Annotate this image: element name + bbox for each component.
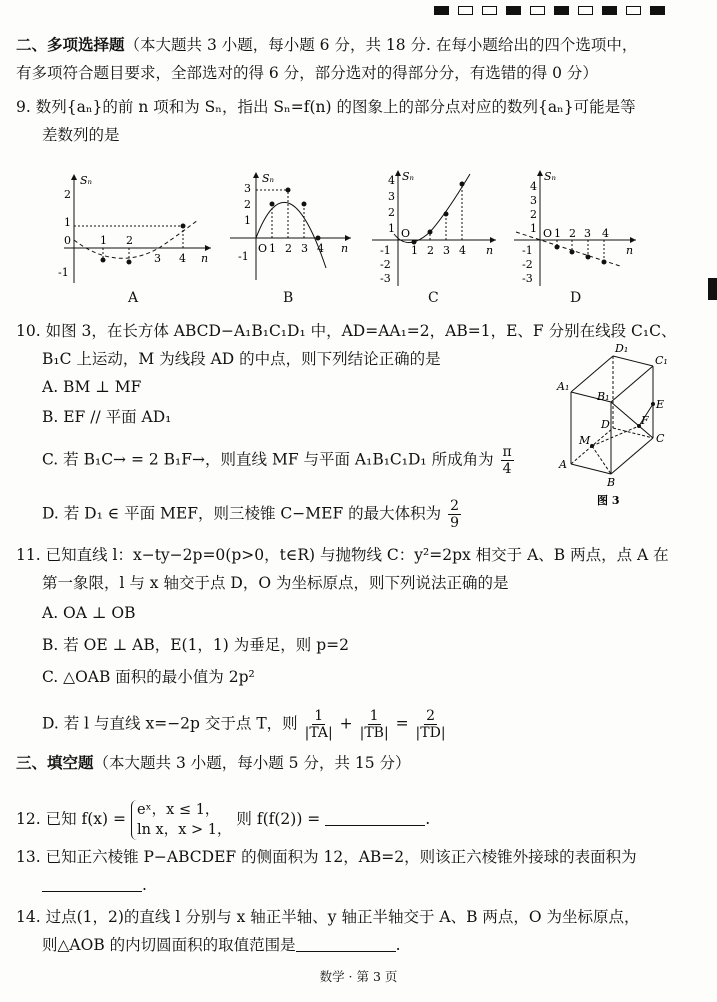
data-point <box>412 240 417 245</box>
x-axis-label: n <box>626 244 634 257</box>
q12 <box>16 800 430 840</box>
tick-label: 1 <box>554 227 561 240</box>
tick-label: 2 <box>388 206 395 219</box>
section2-header <box>16 34 637 56</box>
data-point <box>286 188 291 193</box>
section3-intro: （本大题共 3 小题，每小题 5 分，共 15 分） <box>93 754 411 772</box>
numerator: π <box>502 444 512 460</box>
tick-label: 1 <box>244 214 251 227</box>
data-point <box>555 245 560 250</box>
tick-label: 2 <box>427 244 434 257</box>
alignment-mark <box>626 6 641 15</box>
data-point <box>302 202 307 207</box>
data-point <box>460 182 465 187</box>
section2-title: 二、多项选择题 <box>16 35 125 54</box>
tick-label: 4 <box>317 242 324 255</box>
q14-stem-cont <box>42 934 401 956</box>
vertex-label: D₁ <box>615 342 629 355</box>
vertex-label: A <box>559 458 567 471</box>
data-point <box>270 202 275 207</box>
tick-label: 0 <box>64 234 71 247</box>
piecewise-case: ln x，x > 1， <box>136 822 232 838</box>
x-axis-label: n <box>341 242 349 255</box>
data-point <box>101 258 106 263</box>
tick-label: 1 <box>530 222 537 235</box>
q9-stem: 9. 数列{aₙ}的前 n 项和为 Sₙ，指出 Sₙ=f(n) 的图象上的部分点对应的数列{aₙ}可能是等 <box>16 98 636 116</box>
section2-intro: （本大题共 3 小题，每小题 6 分，共 18 分. 在每小题给出的四个选项中， <box>124 36 638 54</box>
tick-label: -3 <box>380 272 391 285</box>
vertex-label: C₁ <box>655 354 668 367</box>
graph-a-label: A <box>128 290 139 306</box>
tick-label: -3 <box>522 272 533 285</box>
x-axis-label: n <box>486 244 494 257</box>
q10-option-d <box>42 498 463 531</box>
tick-label: 3 <box>301 242 308 255</box>
punctuation: . <box>425 810 431 828</box>
tick-label: 4 <box>530 180 537 193</box>
operator: + <box>339 714 353 733</box>
tick-label: -1 <box>522 244 533 257</box>
fraction <box>305 708 333 741</box>
tick-label: -2 <box>380 258 391 271</box>
y-axis-label: Sₙ <box>402 170 414 183</box>
tick-label: 3 <box>530 194 537 207</box>
y-axis-label: Sₙ <box>262 172 274 185</box>
answer-blank[interactable] <box>42 877 142 892</box>
denominator: 4 <box>502 461 512 477</box>
data-point <box>444 212 449 217</box>
tick-label: 4 <box>179 252 186 265</box>
q11-stem-cont: 第一象限，l 与 x 轴交于点 D，O 为坐标原点，则下列说法正确的是 <box>42 574 509 592</box>
data-point <box>181 224 186 229</box>
alignment-mark <box>506 6 521 15</box>
graph-c-label: C <box>428 290 439 306</box>
tick-label: 3 <box>388 190 395 203</box>
operator: = <box>395 714 409 733</box>
origin-label: O <box>258 242 268 255</box>
tick-label: 1 <box>269 242 276 255</box>
q10-stem: 10. 如图 3，在长方体 ABCD−A₁B₁C₁D₁ 中，AD=AA₁=2，AB=1，E、F 分别在线段 C₁C、 <box>16 322 677 340</box>
tick-label: 3 <box>154 252 161 265</box>
alignment-mark <box>530 6 545 15</box>
vertex-label: F <box>641 414 649 427</box>
graph-b <box>226 168 356 288</box>
option-text: D. 若 D₁ ∈ 平面 MEF，则三棱锥 C−MEF 的最大体积为 <box>42 504 442 523</box>
denominator: 9 <box>450 515 459 531</box>
vertex-label: E <box>656 398 665 411</box>
tick-label: 1 <box>411 244 418 257</box>
tick-label: 4 <box>388 174 395 187</box>
numerator: 2 <box>450 498 459 514</box>
punctuation: . <box>395 936 401 954</box>
q10-option-c <box>42 444 516 477</box>
tick-label: 3 <box>443 244 450 257</box>
tick-label: 2 <box>285 242 292 255</box>
graph-a <box>56 168 216 288</box>
graph-d-label: D <box>570 290 582 306</box>
tick-label: -1 <box>238 250 249 263</box>
vertex-label: B <box>607 476 616 489</box>
q12-text: 12. 已知 f(x) = <box>16 810 126 828</box>
option-text: C. 若 B₁C→ = 2 B₁F→，则直线 MF 与平面 A₁B₁C₁D₁ 所成角为 <box>42 450 494 469</box>
q11-option-d <box>42 708 448 741</box>
tick-label: 3 <box>244 182 251 195</box>
fraction <box>448 498 461 531</box>
q10-option-a: A. BM ⊥ MF <box>42 378 142 396</box>
section3-title: 三、填空题 <box>16 753 94 772</box>
alignment-mark <box>434 6 449 15</box>
tick-label: 1 <box>64 216 71 229</box>
q9-stem-cont: 差数列的是 <box>42 126 120 144</box>
graph-b-label: B <box>283 290 294 306</box>
tick-label: 2 <box>126 234 133 247</box>
alignment-mark <box>578 6 593 15</box>
tick-label: 2 <box>244 198 251 211</box>
answer-blank[interactable] <box>296 937 396 952</box>
q11-option-b: B. 若 OE ⊥ AB，E(1，1) 为垂足，则 p=2 <box>42 636 349 654</box>
tick-label: 4 <box>602 227 609 240</box>
side-tab-mark <box>708 278 717 300</box>
alignment-mark <box>602 6 617 15</box>
data-point <box>586 255 591 260</box>
y-axis-label: Sₙ <box>544 170 556 183</box>
q10-option-b: B. EF // 平面 AD₁ <box>42 408 172 426</box>
tick-label: 2 <box>64 188 71 201</box>
x-axis-label: n <box>201 252 209 265</box>
data-point <box>428 230 433 235</box>
data-point <box>316 236 321 241</box>
numerator: 1 <box>369 708 379 724</box>
tick-label: 1 <box>100 234 107 247</box>
vertex-label: D <box>601 418 610 431</box>
q11-stem: 11. 已知直线 l：x−ty−2p=0(p>0，t∈R) 与抛物线 C：y²=2px 相交于 A、B 两点，点 A 在 <box>16 546 669 564</box>
numerator: 2 <box>426 708 435 724</box>
vertex-label: C <box>656 432 665 445</box>
q11-option-a: A. OA ⊥ OB <box>42 604 136 622</box>
alignment-mark <box>482 6 497 15</box>
fraction <box>360 708 389 741</box>
graph-c <box>366 168 501 288</box>
numerator: 1 <box>314 708 324 724</box>
piecewise-brace <box>131 800 232 840</box>
q14-stem: 14. 过点(1，2)的直线 l 分别与 x 轴正半轴、y 轴正半轴交于 A、B 两点，O 为坐标原点， <box>16 908 640 926</box>
fraction <box>416 708 446 741</box>
tick-label: -1 <box>380 244 391 257</box>
y-axis-label: Sₙ <box>80 174 92 187</box>
tick-label: 3 <box>584 227 591 240</box>
q10-stem-cont: B₁C 上运动，M 为线段 AD 的中点，则下列结论正确的是 <box>42 350 441 368</box>
q14-text: 则△AOB 的内切圆面积的取值范围是 <box>42 936 296 954</box>
punctuation: . <box>142 876 147 894</box>
denominator: |TB| <box>359 725 389 741</box>
q13-stem: 13. 已知正六棱锥 P−ABCDEF 的侧面积为 12，AB=2，则该正六棱锥外接球的表面积为 <box>16 848 637 866</box>
fraction <box>501 444 514 477</box>
data-point <box>127 260 132 265</box>
tick-label: 1 <box>388 222 395 235</box>
q11-option-c: C. △OAB 面积的最小值为 2p² <box>42 668 255 686</box>
figure-caption: 图 3 <box>597 494 620 507</box>
figure-3-cuboid <box>555 340 675 510</box>
tick-label: 2 <box>569 227 576 240</box>
origin-label: O <box>543 227 553 240</box>
tick-label: -2 <box>522 258 533 271</box>
denominator: |TA| <box>304 725 333 741</box>
alignment-mark <box>650 6 665 15</box>
origin-label: O <box>401 227 411 240</box>
vertex-label: A₁ <box>557 380 570 393</box>
vertex-label: B₁ <box>597 390 610 403</box>
page-footer: 数学 · 第 3 页 <box>319 969 398 984</box>
piecewise-case: eˣ，x ≤ 1， <box>136 802 220 818</box>
q12-text: 则 f(f(2)) = <box>236 810 321 828</box>
q13-answer <box>42 874 147 896</box>
graph-d <box>510 168 640 288</box>
option-text: D. 若 l 与直线 x=−2p 交于点 T，则 <box>42 714 298 733</box>
alignment-mark <box>458 6 473 15</box>
alignment-mark <box>554 6 569 15</box>
section3-header <box>16 752 411 774</box>
section2-intro-cont: 有多项符合题目要求，全部选对的得 6 分，部分选对的得部分分，有选错的得 0 分） <box>16 64 598 82</box>
alignment-marks <box>434 6 665 15</box>
tick-label: 4 <box>459 244 466 257</box>
tick-label: -1 <box>58 266 69 279</box>
answer-blank[interactable] <box>325 811 425 826</box>
tick-label: 2 <box>530 208 537 221</box>
vertex-label: M <box>579 434 591 447</box>
data-point <box>570 250 575 255</box>
denominator: |TD| <box>415 725 446 741</box>
data-point <box>602 260 607 265</box>
